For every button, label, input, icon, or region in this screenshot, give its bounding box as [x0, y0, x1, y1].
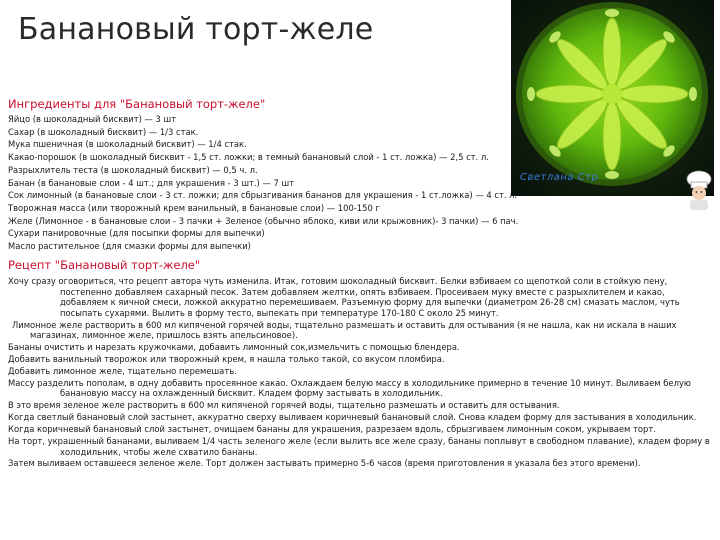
ingredient-item: Сухари панировочные (для посыпки формы для выпечки)	[8, 228, 265, 239]
ingredient-item: Масло растительное (для смазки формы для выпечки)	[8, 241, 251, 252]
ingredient-item: Какао-порошок (в шоколадный бисквит - 1,5 ст. ложки; в темный банановый слой - 1 ст. ложка) — 2,5 ст. л.	[8, 152, 489, 163]
ingredient-item: Разрыхлитель теста (в шоколадный бисквит) — 0,5 ч. л.	[8, 164, 258, 175]
recipe-step: Когда коричневый банановый слой застынет, очищаем бананы для украшения, разрезаем вдоль, сбрызгиваем лимонным соком, укрываем торт.	[8, 424, 656, 435]
recipe-step: Бананы очистить и нарезать кружочками, добавить лимонный сок,измельчить с помощью блендера.	[8, 342, 460, 353]
page-title: Банановый торт-желе	[18, 12, 374, 47]
recipe-step: Добавить ванильный творожок или творожный крем, я нашла только такой, со вкусом пломбира.	[8, 354, 445, 365]
photo-watermark: Светлана Стр	[520, 172, 599, 183]
recipe-step: Массу разделить пополам, в одну добавить просеянное какао. Охлаждаем белую массу в холодильнике примерно в течение 10 минут. Выливаем белую банановую массу на охлажденный бисквит. Кладем форму застывать в холодильник.	[8, 377, 691, 399]
ingredient-item: Желе (Лимонное - в банановые слои - 3 пачки + Зеленое (обычно яблоко, киви или крыжовник)- 3 пачки) — 6 пач.	[8, 215, 519, 226]
recipe-heading: Рецепт "Банановый торт-желе"	[8, 258, 201, 272]
ingredient-item: Яйцо (в шоколадный бисквит) — 3 шт	[8, 114, 177, 124]
ingredient-item: Творожная масса (или творожный крем ванильный, в банановые слои) — 100-150 г	[8, 202, 380, 213]
ingredients-list	[8, 113, 518, 253]
recipe-step: Когда светлый банановый слой застынет, аккуратно сверху выливаем коричневый банановый слой. Снова кладем форму для застывания в холодильник.	[8, 412, 697, 423]
ingredient-item: Сахар (в шоколадный бисквит) — 1/3 стак.	[8, 126, 199, 137]
ingredient-item: Банан (в банановые слои - 4 шт.; для украшения - 3 шт.) — 7 шт	[8, 177, 295, 188]
ingredients-heading: Ингредиенты для "Банановый торт-желе"	[8, 97, 266, 111]
recipe-step: На торт, украшенный бананами, выливаем 1/4 часть зеленого желе (если вылить все желе сразу, бананы поплывут в свободном плавание), кладем форму в холодильник, чтобы желе схватило бананы.	[8, 435, 710, 457]
recipe-step: Хочу сразу оговориться, что рецепт автора чуть изменила. Итак, готовим шоколадный бисквит. Белки взбиваем со щепоткой соли в стойкую пену, постепенно добавляем сахарный песок. Затем добавляем желтки, опять взбиваем. Просеиваем муку вместе с разрыхлителем и какао, добавляем к яичной смеси, ложкой аккуратно перемешиваем. Разъемную форму для выпечки (диаметром 26-28 см) смазать маслом, чуть посыпать сухарями. Вылить в форму тесто, выпекать при температуре 170-180 С около 25 минут.	[8, 276, 680, 318]
cake-photo-illustration	[511, 0, 714, 196]
recipe-step: Затем выливаем оставшееся зеленое желе. Торт должен застывать примерно 5-6 часов (время приготовления я указала без этого времени).	[8, 458, 641, 469]
recipe-step: Лимонное желе растворить в 600 мл кипяченой горячей воды, тщательно размешать и оставить для остывания (я не нашла, как ни искала в наших магазинах, лимонное желе, пришлось взять апельсиновое).	[12, 319, 677, 341]
recipe-step: В это время зеленое желе растворить в 600 мл кипяченой горячей воды, тщательно размешать и оставить для остывания.	[8, 400, 560, 411]
cake-photo	[511, 0, 714, 196]
recipe-steps	[8, 276, 712, 470]
ingredient-item: Мука пшеничная (в шоколадный бисквит) — 1/4 стак.	[8, 139, 247, 150]
recipe-step: Добавить лимонное желе, тщательно перемешать.	[8, 365, 237, 376]
ingredient-item: Сок лимонный (в банановые слои - 3 ст. ложки; для сбрызгивания бананов для украшения - 1 ст.ложка) — 4 ст. л.	[8, 190, 518, 201]
chef-icon	[682, 170, 716, 210]
